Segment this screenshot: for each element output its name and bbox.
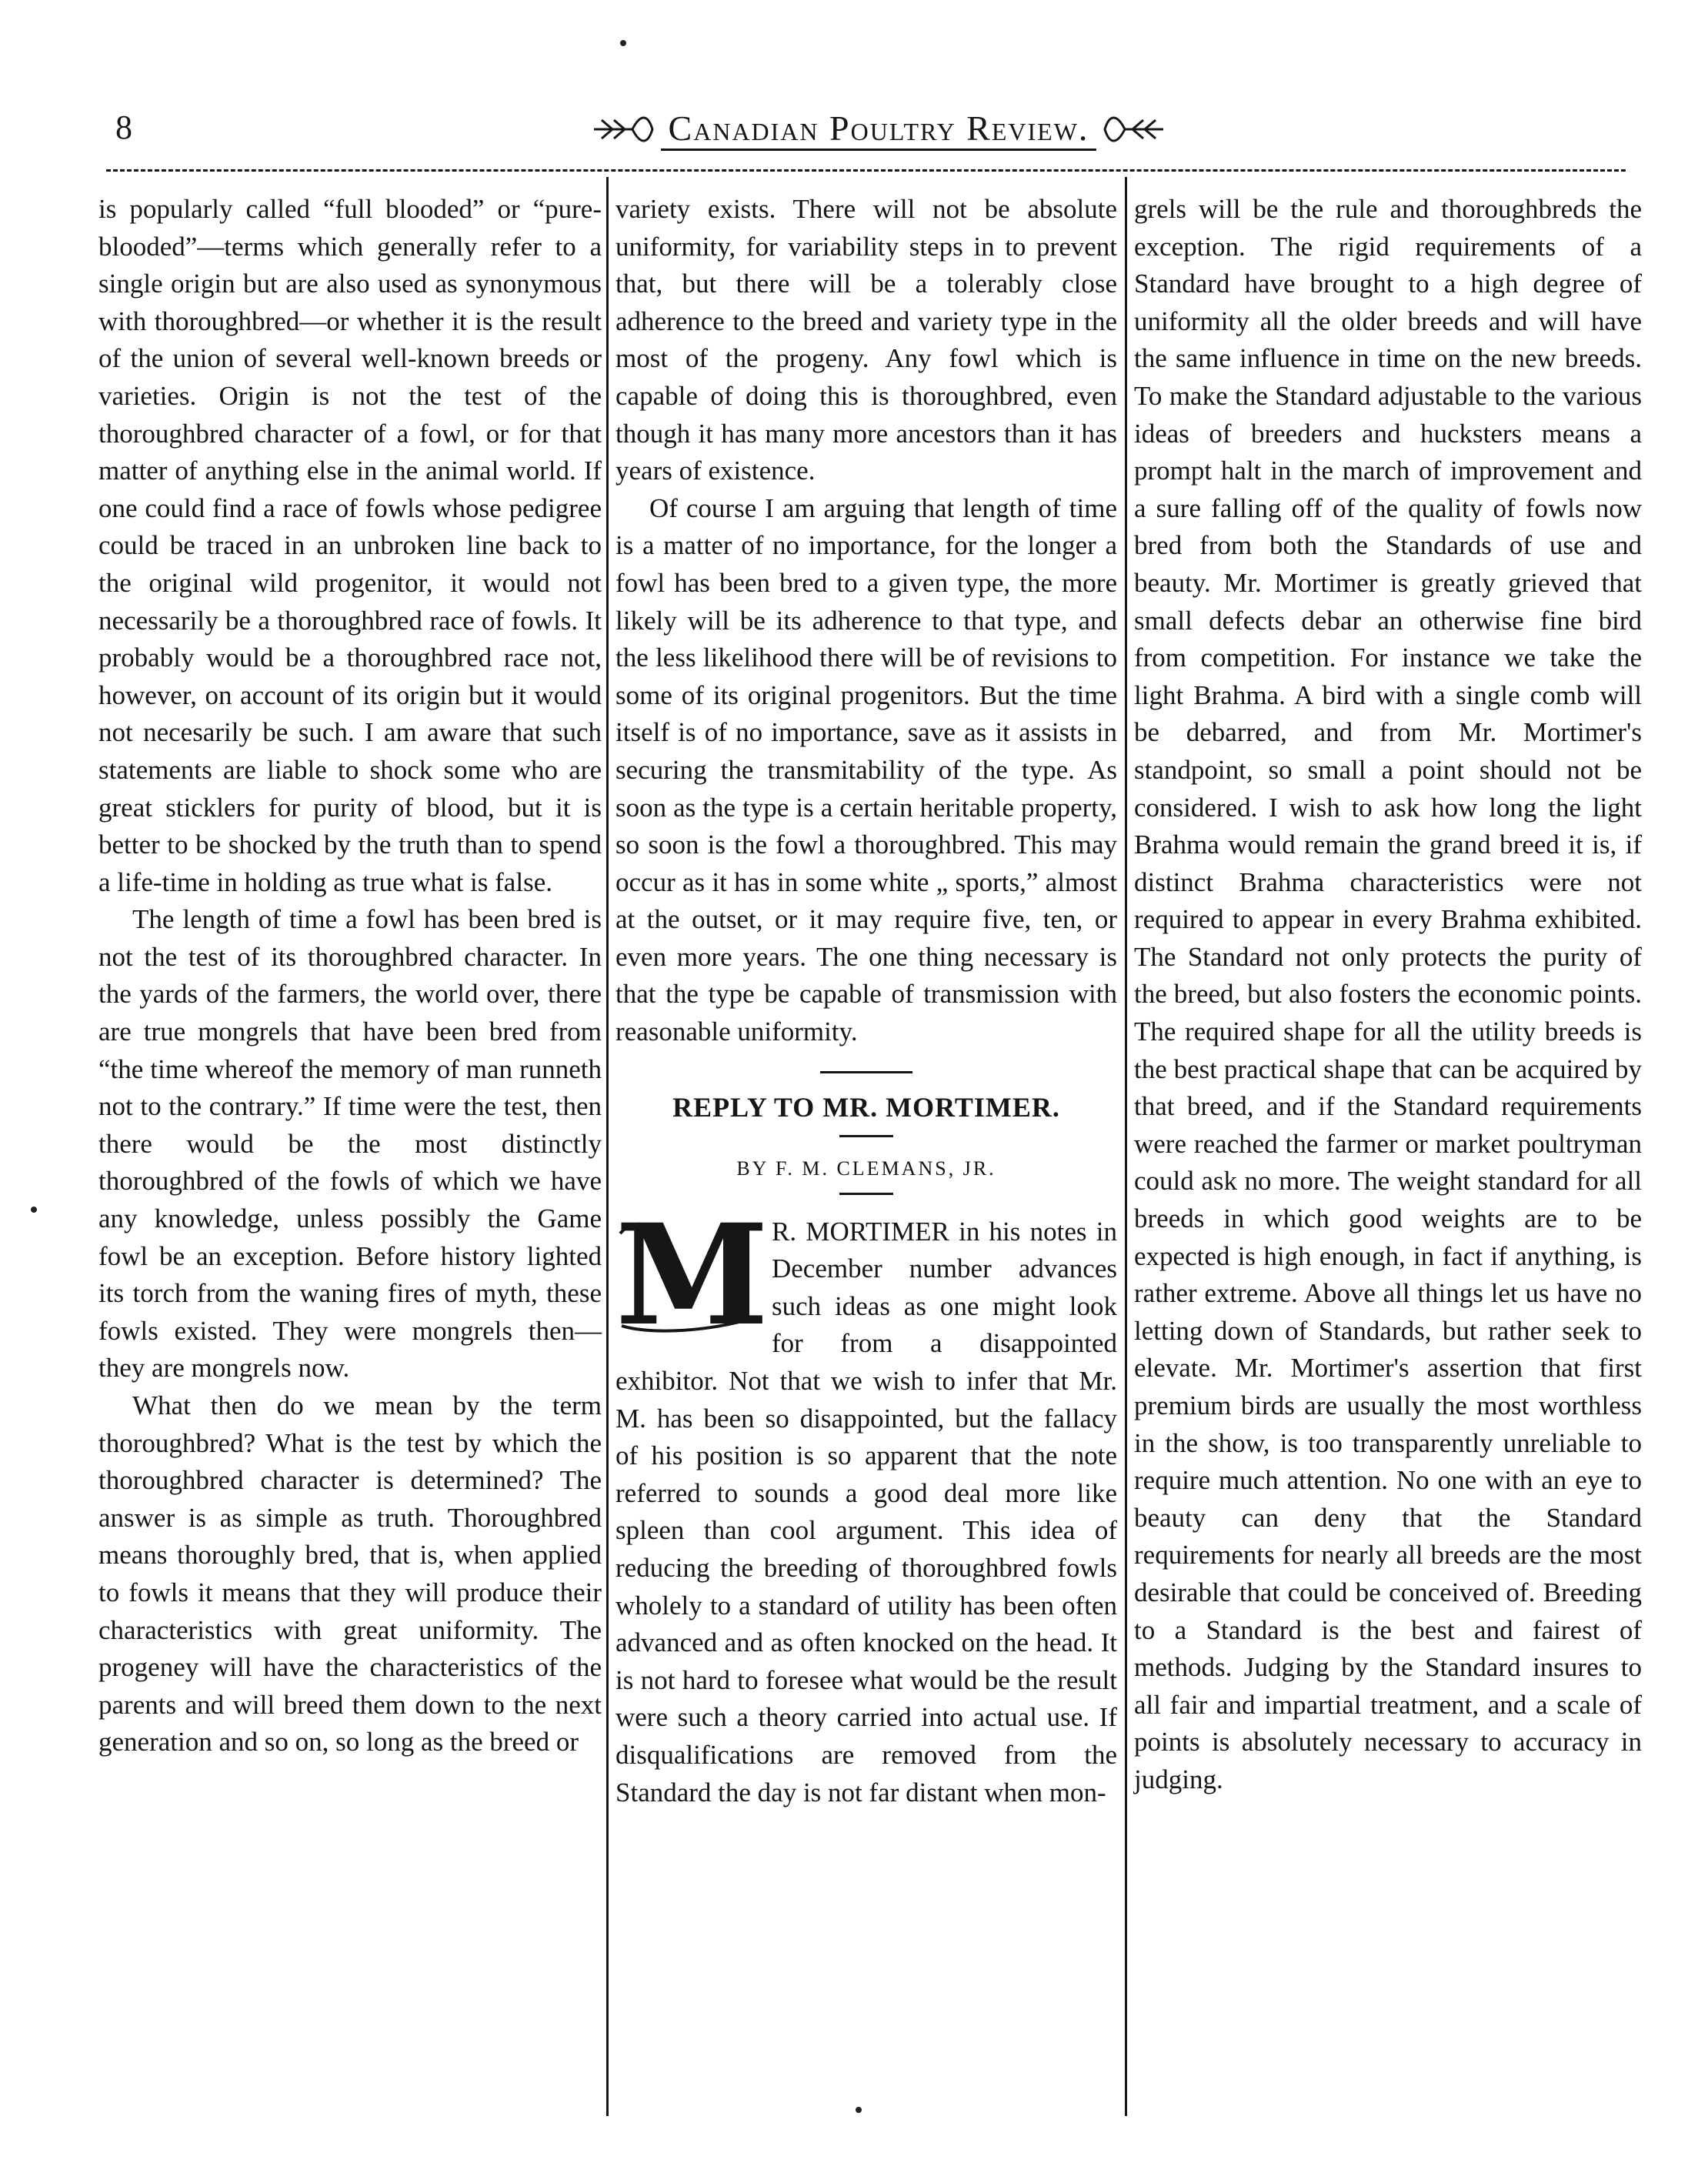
article-first-paragraph	[615, 1193, 1117, 1812]
print-speck	[31, 1207, 37, 1213]
col1-paragraph-2: The length of time a fowl has been bred is not the test of its thoroughbred character. In the yards of the farmers, the world over, there are true mongrels that have been bred from “the time whereof the memory of man runneth not to the contrary.” If time were the test, then there would be the most distinctly thoroughbred of the fowls of which we have any knowledge, unless possibly the Game fowl be an exception. Before history lighted its torch from the waning fires of myth, these fowls existed. They were mongrels then—they are mongrels now.	[98, 904, 602, 1384]
column-2	[615, 191, 1117, 1811]
masthead-title: Canadian Poultry Review.	[661, 108, 1097, 151]
col1-paragraph-3: What then do we mean by the term thoroughbred? What is the test by which the thoroughbred character is determined? The answer is as simple as truth. Thoroughbred means thoroughly bred, that is, when applied to fowls it means that they will produce their characteristics with great uniformity. The progeney will have the characteristics of the parents and will breed them down to the next generation and so on, so long as the breed or	[98, 1390, 602, 1757]
column-3	[1134, 191, 1642, 1799]
article-first-paragraph-text: R. MORTIMER in his notes in December number advances such ideas as one might look for from a disappointed exhibitor. Not that we wish to infer that Mr. M. has been so disappointed, but the fallacy of his position is so apparent that the note referred to sounds a good deal more like spleen than cool argument. This idea of reducing the breeding of thoroughbred fowls wholely to a standard of utility has been often advanced and as often knocked on the head. It is not hard to foresee what would be the result were such a theory carried into actual use. If disqualifications are removed from the Standard the day is not far distant when mon-	[615, 1216, 1117, 1807]
column-1	[98, 191, 602, 1761]
col1-paragraph-1: is popularly called “full blooded” or “pure-blooded”—terms which generally refer to a single origin but are also used as synonymous with thoroughbred—or whether it is the result of the union of several well-known breeds or varieties. Origin is not the test of the thoroughbred character of a fowl, or for that matter of anything else in the animal world. If one could find a race of fowls whose pedigree could be traced in an unbroken line back to the original wild progenitor, it would not necessarily be a thoroughbred race of fowls. It probably would be a thoroughbred race not, however, on account of its origin but it would not necesarily be such. I am aware that such statements are liable to shock some who are great sticklers for purity of blood, but it is better to be shocked by the truth than to spend a life-time in holding as true what is false.	[98, 194, 602, 897]
print-speck	[620, 40, 626, 46]
article-separator-rule	[820, 1071, 912, 1073]
header-rule	[106, 169, 1626, 172]
byline-rule	[839, 1193, 893, 1195]
article-title: REPLY TO MR. MORTIMER.	[672, 1091, 1060, 1123]
col2-paragraph-1: variety exists. There will not be absolute uniformity, for variability steps in to prevent that, but there will be a tolerably close adherence to the breed and variety type in the most of the progeny. Any fowl which is capable of doing this is thoroughbred, even though it has many more ancestors than it has years of existence.	[615, 194, 1117, 486]
title-rule	[839, 1135, 893, 1137]
article-byline: BY F. M. CLEMANS, JR.	[736, 1157, 996, 1180]
col3-paragraph-1: grels will be the rule and thoroughbreds the exception. The rigid requirements of a Standard have brought to a high degree of uniformity all the older breeds and will have the same influence in time on the new breeds. To make the Standard adjustable to the various ideas of breeders and hucksters means a prompt halt in the march of improvement and a sure falling off of the quality of fowls now bred from both the Standards of use and beauty. Mr. Mortimer is greatly grieved that small defects debar an otherwise fine bird from competition. For instance we take the light Brahma. A bird with a single comb will be debarred, and from Mr. Mortimer's standpoint, so small a point should not be considered. I wish to ask how long the light Brahma would remain the grand breed it is, if distinct Brahma characteristics were not required to appear in every Brahma exhibited. The Standard not only protects the purity of the breed, but also fosters the economic points. The required shape for all the utility breeds is the best practical shape that can be acquired by that breed, and if the Standard requirements were reached the farmer or market poultryman could ask no more. The weight standard for all breeds in which good weights are to be expected is high enough, in fact if anything, is rather extreme. Above all things let us have no letting down of Standards, but rather seek to elevate. Mr. Mortimer's assertion that first premium birds are usually the most worthless in the show, is too transparently unreliable to require much attention. No one with an eye to beauty can deny that the Standard requirements for nearly all breeds are the most desirable that could be conceived of. Breeding to a Standard is the best and fairest of methods. Judging by the Standard insures to all fair and impartial treatment, and a scale of points is absolutely necessary to accuracy in judging.	[1134, 194, 1642, 1794]
dropcap-letter: M	[615, 1193, 769, 1357]
print-speck	[856, 2107, 862, 2113]
col2-paragraph-2: Of course I am arguing that length of time is a matter of no importance, for the longer a fowl has been bred to a given type, the more likely will be its adherence to that type, and the less likelihood there will be of revisions to some of its original progenitors. But the time itself is of no importance, save as it assists in securing the transmitability of the type. As soon as the type is a certain heritable property, so soon is the fowl a thoroughbred. This may occur as it has in some white „ sports,” almost at the outset, or it may require five, ten, or even more years. The one thing necessary is that the type be capable of transmission with reasonable uniformity.	[615, 492, 1117, 1047]
dropcap	[615, 1193, 769, 1357]
masthead	[586, 98, 1171, 160]
page-number: 8	[115, 108, 132, 146]
column-divider-1	[606, 177, 609, 2116]
column-divider-2	[1125, 177, 1127, 2116]
